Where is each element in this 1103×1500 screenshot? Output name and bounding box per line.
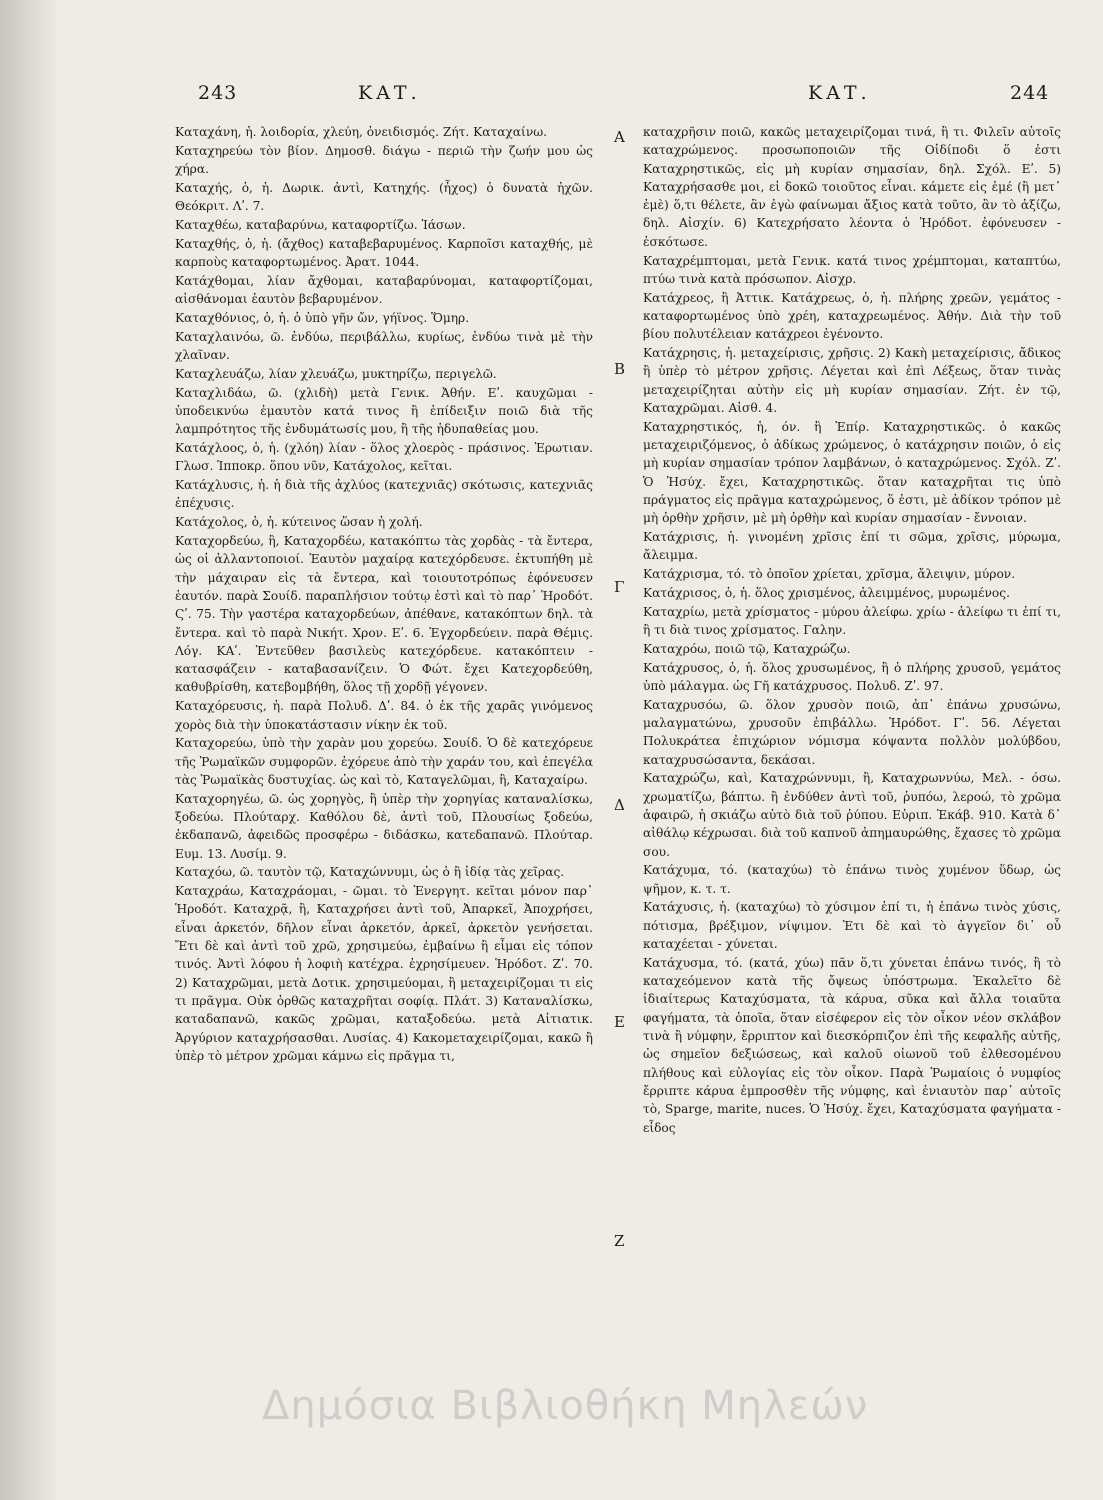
dictionary-entry: Κατάχυσις, ἡ. (καταχύω) τὸ χύσιμον ἐπί τι, ἡ ἐπάνω τινὸς χύσις, πότισμα, βρέξιμον, νίψιμον. Ἐτι δὲ καὶ τὸ ἀγγεῖον δι᾽ οὗ καταχέεται ‑ χύνεται. <box>643 900 1061 952</box>
section-marker-delta: Δ <box>614 796 625 814</box>
dictionary-entry: Κατάχρυσος, ὁ, ἡ. ὅλος χρυσωμένος, ἢ ὁ πλήρης χρυσοῦ, γεμάτος ὑπὸ μάλαγμα. ὡς Γῆ κατάχρυσος. Πολυδ. Ζʹ. 97. <box>643 660 1061 693</box>
page-gutter-shadow <box>0 0 60 1500</box>
dictionary-entry: Καταχθέω, καταβαρύνω, καταφορτίζω. Ἰάσων. <box>175 217 466 232</box>
dictionary-entry: καταχρῆσιν ποιῶ, κακῶς μεταχειρίζομαι τινά, ἢ τι. Φιλεῖν αὐτοῖς καταχρώμενος. προσωποποιῶν τῆς Οἰδίποδι ὅ ἐστι Καταχρηστικῶς, εἰς μὴ κυρίαν σημασίαν, δηλ. Σχόλ. Εʹ. 5) Καταχρήσασθε μοι, εἰ δοκῶ τοιοῦτος εἶναι. κάμετε εἰς ἐμέ (ἢ μετ᾽ ἐμὲ) ὅ,τι θέλετε, ἂν ἐγὼ φαίνωμαι ἄξιος κατὰ τοῦτο, ἂν τὸ ἀξίζω, δηλ. Αἰσχίν. 6) Κατεχρήσατο λέοντα ὁ Ἡρόδοτ. ἐφόνευσεν ‑ ἐσκότωσε. <box>643 125 1061 249</box>
dictionary-entry: Κατάχρισμα, τό. τὸ ὁποῖον χρίεται, χρῖσμα, ἄλειψιν, μύρον. <box>643 567 1016 582</box>
section-marker-zeta: Ζ <box>614 1232 625 1250</box>
dictionary-entry: Καταχράω, Καταχράομαι, ‑ ῶμαι. τὸ Ἐνεργητ. κεῖται μόνον παρ᾽ Ἡροδότ. Καταχρᾷ, ἢ, Καταχρήσει ἀντὶ τοῦ, Ἀπαρκεῖ, Ἀποχρήσει, εἶναι ἀρκετόν, δῆλον εἶναι ἀρκετόν, ἀρκεῖ, ἀρκετὸν γενήσεται. Ἔτι δὲ καὶ ἀντὶ τοῦ χρῶ, χρησιμεύω, ἐμβαίνω ἢ εἶμαι εἰς τόπον τινός. Ἀντὶ λόφου ἡ λοφιὴ κατέχρα. ἐχρησίμευεν. Ἡρόδοτ. Ζʹ. 70. 2) Καταχρῶμαι, μετὰ Δοτικ. χρησιμεύομαι, ἢ μεταχειρίζομαι τι εἰς τι πρᾶγμα. Οὐκ ὀρθῶς καταχρῆται σοφίᾳ. Πλάτ. 3) Καταναλίσκω, καταδαπανῶ, κακῶς χρῶμαι, καταξοδεύω. μετὰ Αἰτιατικ. Ἀργύριον καταχρήσασθαι. Λυσίας. 4) Κακομεταχειρίζομαι, κακῶ ἢ ὑπὲρ τὸ μέτρον χρῶμαι κάμνω εἰς πρᾶγμα τι, <box>175 884 593 1063</box>
dictionary-entry: Καταχρώζω, καὶ, Καταχρώννυμι, ἢ, Καταχρωννύω, Μελ. ‑ όσω. χρωματίζω, βάπτω. ἢ ἐνδύθεν ἀντὶ τοῦ, ῥυπόω, λεροώ, τὸ χρῶμα ἀφαιρῶ, ἡ σκιάζω αὐτὸ διὰ τοῦ ῥύπου. Εὐριπ. Ἑκάβ. 910. Κατὰ δ᾽ αἰθάλῳ κέχρωσαι. διὰ τοῦ καπνοῦ ἀπημαυρώθης, ἔχασες τὸ χρῶμα σου. <box>643 771 1061 859</box>
dictionary-entry: Καταχόρευσις, ἡ. παρὰ Πολυδ. Δʹ. 84. ὁ ἐκ τῆς χαρᾶς γινόμενος χορὸς διὰ τὴν ὑποκατάστασιν νίκην ἐκ τοῦ. <box>175 699 593 732</box>
right-running-head: ΚΑΤ. <box>808 82 871 104</box>
library-watermark: Δημόσια Βιβλιοθήκη Μηλεών <box>262 1383 869 1429</box>
section-marker-alpha: Α <box>614 128 625 146</box>
dictionary-entry: Καταχθής, ὁ, ἡ. (ἄχθος) καταβεβαρυμένος. Καρποῖσι καταχθής, μὲ καρποὺς καταφορτωμένος. Ἀρατ. 1044. <box>175 236 593 270</box>
section-marker-epsilon: Ε <box>614 1013 625 1031</box>
section-marker-beta: Β <box>614 360 626 378</box>
dictionary-entry: Κατάχρισος, ὁ, ἡ. ὅλος χρισμένος, ἀλειμμένος, μυρωμένος. <box>643 585 1010 600</box>
dictionary-entry: Καταχθόνιος, ὁ, ἡ. ὁ ὑπὸ γῆν ὤν, γήϊνος. Ὅμηρ. <box>175 310 470 325</box>
dictionary-entry: Καταχόω, ῶ. ταυτὸν τῷ, Καταχώννυμι, ὡς ὁ ἢ ἰδίᾳ τὰς χεῖρας. <box>175 865 565 880</box>
dictionary-entry: Κατάχρησις, ἡ. μεταχείρισις, χρῆσις. 2) Κακὴ μεταχείρισις, ἄδικος ἢ ὑπὲρ τὸ μέτρον χρῆσις. Λέγεται καὶ ἐπὶ Λέξεως, ὅταν τινὰς μεταχειρίζηται αὐτὴν εἰς μὴ κυρίαν σημασίαν. Ζήτ. ἐν τῷ, Καταχρῶμαι. Αἰσθ. 4. <box>643 346 1061 415</box>
dictionary-entry: Κατάχρεος, ἢ Ἀττικ. Κατάχρεως, ὁ, ἡ. πλήρης χρεῶν, γεμάτος ‑ καταφορτωμένος ὑπὸ χρέη, καταχρεωμένος. Ἀθήν. Διὰ τὴν τοῦ βίου πολυτέλειαν κατάχρεοι ἐγένοντο. <box>643 290 1061 342</box>
dictionary-entry: Κατάχλοος, ὁ, ἡ. (χλόη) λίαν ‑ ὅλος χλοερὸς ‑ πράσινος. Ἐρωτιαν. Γλωσ. Ἱπποκρ. ὅπου νῦν, Κατάχολος, κεῖται. <box>175 441 593 474</box>
left-dictionary-column <box>175 123 593 1403</box>
dictionary-entry: Κατάχυσμα, τό. (κατά, χύω) πᾶν ὅ,τι χύνεται ἐπάνω τινός, ἢ τὸ καταχεόμενον κατὰ τῆς ὄψεως ὑπόστρωμα. Ἐκαλεῖτο δὲ ἰδιαίτερως Καταχύσματα, τὰ κάρυα, σῦκα καὶ ἄλλα τοιαῦτα φαγήματα, τὰ ὁποῖα, ὅταν εἰσέφερον εἰς τὸν οἶκον νέον σκλάβον τινὰ ἢ νύμφην, ἔρριπτον καὶ διεσκόρπιζον ἐπὶ τῆς κεφαλῆς αὐτῆς, ὡς σημεῖον δεξιώσεως, καὶ καλοῦ οἰωνοῦ τοῦ ἐλθεσομένου πλήθους καὶ εὐλογίας εἰς τὸν οἶκον. Παρὰ Ῥωμαίοις ὁ νυμφίος ἔρριπτε κάρυα ἐμπροσθὲν τῆς νύμφης, καὶ ἐνιαυτὸν παρ᾽ αὐτοῖς τὸ, Sparge, marite, nuces. Ὁ Ἡσύχ. ἔχει, Καταχύσματα φαγήματα ‑ εἶδος <box>643 955 1061 1135</box>
dictionary-entry: Κατάχρισις, ἡ. γινομένη χρῖσις ἐπί τι σῶμα, χρῖσις, μύρωμα, ἄλειμμα. <box>643 530 1061 563</box>
left-running-head: ΚΑΤ. <box>358 82 421 104</box>
right-dictionary-column <box>643 123 1061 1403</box>
section-marker-gamma: Γ <box>614 578 625 596</box>
dictionary-entry: Καταχρηστικός, ἡ, όν. ἢ Ἐπίρ. Καταχρηστικῶς. ὁ κακῶς μεταχειριζόμενος, ὁ ἀδίκως χρώμενος, ὁ κατάχρησιν ποιῶν, ὁ εἰς μὴ κυρίαν σημασίαν τρόπον λαμβάνων, ὁ καταχρώμενος. Σχόλ. Ζʹ. Ὁ Ἡσύχ. ἔχει, Καταχρηστικῶς. ὅταν καταχρῆται τις ὑπὸ πράγματος εἰς πρᾶγμα καταχρώμενος, ὅ ἐστι, μὲ ἀδίκον τρόπον μὲ μὴ ὀρθὴν χρῆσιν, μὲ μὴ ὀρθὴν καὶ κυρίαν σημασίαν ‑ ἔννοιαν. <box>643 419 1061 526</box>
dictionary-entry: Καταχλευάζω, λίαν χλευάζω, μυκτηρίζω, περιγελῶ. <box>175 366 497 381</box>
dictionary-entry: Καταχορδεύω, ἢ, Καταχορδέω, κατακόπτω τὰς χορδὰς ‑ τὰ ἔντερα, ὡς οἱ ἀλλαντοποιοί. Ἑαυτὸν μαχαίρᾳ κατεχόρδευσε. ἐκτυπήθη μὲ τὴν μάχαιραν εἰς τὰ ἔντερα, καὶ τοιουτοτρόπως ἐφόνευσεν ἑαυτόν. παρὰ Σουίδ. παραπλήσιον τούτῳ ἐστὶ καὶ τὸ παρ᾽ Ἡροδότ. Ϛʹ. 75. Τὴν γαστέρα καταχορδεύων, ἀπέθανε, κατακόπτων δηλ. τὰ ἔντερα. καὶ τὸ παρὰ Νικήτ. Χρον. Εʹ. 6. Ἐγχορδεύειν. παρὰ Θέμις. Λόγ. ΚΑʹ. Ἐντεῦθεν βασιλεὺς κατεχόρδευε. κατακόπτειν ‑ κατασφάζειν ‑ καταβασανίζειν. Ὁ Φώτ. ἔχει Κατεχορδεύθη, καθυβρίσθη, κατεβομβήθη, ὅλος τῇ χορδῇ γέγονεν. <box>175 534 593 695</box>
dictionary-entry: Κατάχυμα, τό. (καταχύω) τὸ ἐπάνω τινὸς χυμένον ὕδωρ, ὡς ψῆμον, κ. τ. τ. <box>643 863 1061 896</box>
dictionary-entry: Καταχλαινόω, ῶ. ἐνδύω, περιβάλλω, κυρίως, ἐνδύω τινὰ μὲ τὴν χλαῖναν. <box>175 329 593 363</box>
dictionary-entry: Καταχορηγέω, ῶ. ὡς χορηγὸς, ἢ ὑπὲρ τὴν χορηγίας καταναλίσκω, ξοδεύω. Πλούταρχ. Καθόλου δὲ, ἀντὶ τοῦ, Πλουσίως ξοδεύω, ἐκδαπανῶ, ἀφειδῶς προσφέρω ‑ διδάσκω, κατεδαπανῶ. Πλούταρ. Ευμ. 13. Λυσίμ. 9. <box>175 791 593 861</box>
dictionary-entry: Κατάχλυσις, ἡ. ἡ διὰ τῆς ἀχλύος (κατεχνιᾶς) σκότωσις, κατεχνιᾶς ἐπέχυσις. <box>175 478 593 511</box>
dictionary-entry: Καταχής, ὁ, ἡ. Δωρικ. ἀντὶ, Κατηχής. (ἦχος) ὁ δυνατὰ ἠχῶν. Θεόκριτ. Λʹ. 7. <box>175 180 593 214</box>
left-page-number: 243 <box>198 82 238 104</box>
right-page-number: 244 <box>1010 82 1050 104</box>
dictionary-entry: Καταχλιδάω, ῶ. (χλιδὴ) μετὰ Γενικ. Ἀθήν. Εʹ. καυχῶμαι ‑ ὑποδεικνύω ἐμαυτὸν κατά τινος ἢ ἐπίδειξιν ποιῶ διὰ τῆς λαμπρότητος τῆς ἐνδυμάτωσίς μου, ἢ τῆς ἡδυπαθείας μου. <box>175 385 593 437</box>
dictionary-entry: Κατάχολος, ὁ, ἡ. κύτεινος ὥσαν ἡ χολή. <box>175 515 423 530</box>
dictionary-entry: Καταχρυσόω, ῶ. ὅλον χρυσὸν ποιῶ, ἀπ᾽ ἐπάνω χρυσώνω, μαλαγματώνω, χρυσοῦν ἐπιβάλλω. Ἡρόδοτ. Γʹ. 56. Λέγεται Πολυκράτεα ἐπιχώριον νόμισμα κόψαντα πολλὸν μολύβδου, καταχρυσώσαντα, δεκάσαι. <box>643 697 1061 767</box>
dictionary-entry: Καταχάνη, ἡ. λοιδορία, χλεύη, ὀνειδισμός. Ζήτ. Καταχαίνω. <box>175 125 548 139</box>
dictionary-entry: Καταχρέμπτομαι, μετὰ Γενικ. κατά τινος χρέμπτομαι, καταπτύω, πτύω τινὰ κατὰ πρόσωπον. Αἰσχρ. <box>643 253 1061 286</box>
dictionary-entry: Καταχορεύω, ὑπὸ τὴν χαρὰν μου χορεύω. Σουίδ. Ὁ δὲ κατεχόρευε τῆς Ῥωμαϊκῶν συμφορῶν. ἐχόρευε ἀπὸ τὴν χαράν του, καὶ ἐπεγέλα τὰς Ῥωμαϊκὰς δυστυχίας. ὡς καὶ τὸ, Καταγελῶμαι, ἢ, Καταχαίρω. <box>175 736 593 787</box>
dictionary-entry: Καταχηρεύω τὸν βίον. Δημοσθ. διάγω ‑ περιῶ τὴν ζωήν μου ὡς χήρα. <box>175 143 593 177</box>
dictionary-entry: Κατάχθομαι, λίαν ἄχθομαι, καταβαρύνομαι, καταφορτίζομαι, αἰσθάνομαι ἑαυτὸν βεβαρυμένον. <box>175 273 593 307</box>
dictionary-entry: Καταχρίω, μετὰ χρίσματος ‑ μύρου ἀλείφω. χρίω ‑ ἀλείφω τι ἐπί τι, ἢ τι διὰ τινος χρίσματος. Γαλην. <box>643 604 1061 638</box>
dictionary-entry: Καταχρόω, ποιῶ τῷ, Καταχρώζω. <box>643 641 851 656</box>
